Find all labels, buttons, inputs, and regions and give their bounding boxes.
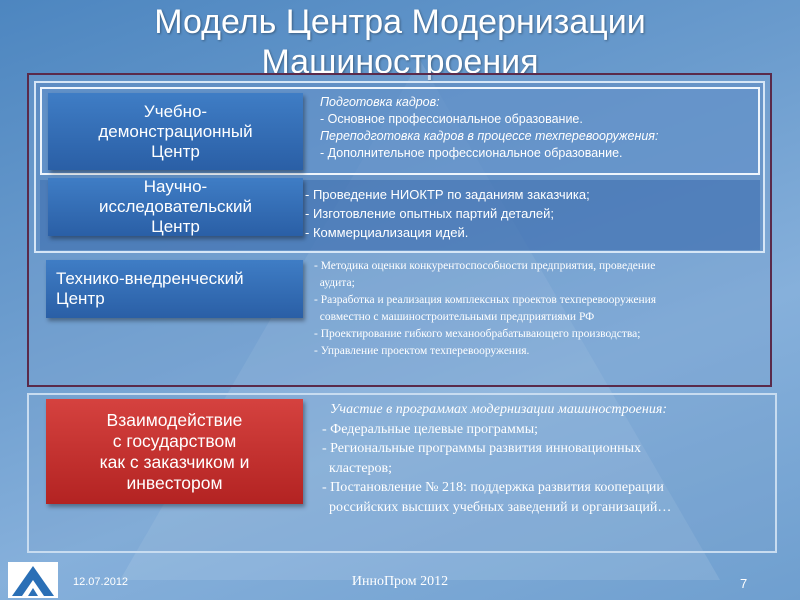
center-label: демонстрационный xyxy=(98,121,253,141)
center-label: Технико-внедренческий xyxy=(56,269,244,288)
title-line-1: Модель Центра Модернизации xyxy=(154,3,646,41)
center-label: исследовательский xyxy=(99,197,252,216)
description-line: совместно с машиностроительными предприятиями РФ xyxy=(314,311,595,323)
slide-number: 7 xyxy=(740,576,748,591)
government-interaction-description xyxy=(322,400,671,517)
center-label: Центр xyxy=(151,217,200,236)
description-line: Участие в программах модернизации машиностроения: xyxy=(330,402,667,417)
description-line: Переподготовка кадров в процессе техперевооружения: xyxy=(320,129,659,143)
description-line: кластеров; xyxy=(322,460,393,476)
center-label: инвестором xyxy=(126,472,223,493)
description-line: - Дополнительное профессиональное образование. xyxy=(320,146,623,160)
research-center-description xyxy=(305,185,590,242)
description-line: - Проектирование гибкого механообрабатывающего производства; xyxy=(314,328,641,340)
description-line: Подготовка кадров: xyxy=(320,95,440,109)
description-line: аудита; xyxy=(314,277,355,289)
description-line: - Постановление № 218: поддержка развития кооперации xyxy=(322,480,664,495)
center-label: Научно- xyxy=(143,177,208,196)
center-label: как с заказчиком и xyxy=(99,451,250,472)
description-line: - Федеральные целевые программы; xyxy=(322,421,539,437)
center-label: Учебно- xyxy=(143,101,208,121)
education-center-box xyxy=(48,93,303,170)
innovation-center-description xyxy=(314,258,656,360)
description-line: - Коммерциализация идей. xyxy=(305,225,469,240)
innovation-center-box xyxy=(46,260,303,318)
center-label: с государством xyxy=(112,430,237,451)
footer-date: 12.07.2012 xyxy=(73,576,129,588)
description-line: - Проведение НИОКТР по заданиям заказчика; xyxy=(305,187,590,202)
center-label: Центр xyxy=(56,289,105,308)
footer-event: ИнноПром 2012 xyxy=(351,574,449,589)
description-line: - Региональные программы развития инновационных xyxy=(322,441,641,456)
description-line: российских высших учебных заведений и организаций… xyxy=(322,499,672,515)
description-line: - Управление проектом техперевооружения. xyxy=(314,345,530,357)
description-line: - Разработка и реализация комплексных проектов техперевооружения xyxy=(314,294,657,306)
slide-title xyxy=(0,0,800,82)
center-label: Взаимодействие xyxy=(106,409,243,430)
education-center-description xyxy=(320,94,658,162)
description-line: - Методика оценки конкурентоспособности предприятия, проведение xyxy=(314,260,656,272)
description-line: - Основное профессиональное образование. xyxy=(320,112,583,126)
description-line: - Изготовление опытных партий деталей; xyxy=(305,206,555,221)
research-center-box xyxy=(48,178,303,236)
center-label: Центр xyxy=(151,141,200,161)
government-interaction-box xyxy=(46,399,303,504)
title-line-2: Машиностроения xyxy=(261,43,539,81)
